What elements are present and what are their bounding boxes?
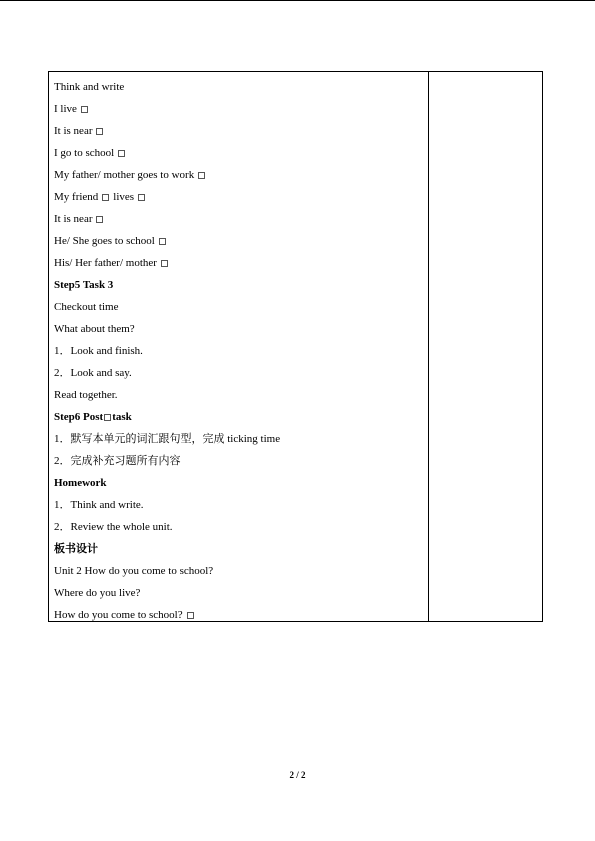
line-dictation-ticking-time: 1．默写本单元的词汇跟句型，完成 ticking time	[54, 433, 281, 445]
blank-box-icon	[118, 150, 125, 157]
line-read-together: Read together.	[54, 389, 118, 401]
line-father-mother-goes-to-work: My father/ mother goes to work	[54, 164, 428, 186]
line-what-about-them: What about them?	[54, 323, 135, 335]
top-rule	[0, 0, 595, 1]
heading-step5-task3: Step5 Task 3	[54, 279, 114, 291]
line-it-is-near: It is near	[54, 120, 428, 142]
page-number: 2 / 2	[289, 770, 306, 780]
line-look-and-finish: 1．Look and finish.	[54, 345, 143, 357]
line-review-whole-unit: 2．Review the whole unit.	[54, 521, 173, 533]
line-it-is-near-2: It is near	[54, 208, 428, 230]
blank-box-icon	[96, 128, 103, 135]
blank-box-icon	[161, 260, 168, 267]
line-supplementary-exercises: 2．完成补充习题所有内容	[54, 455, 181, 467]
heading-blackboard-design: 板书设计	[54, 543, 98, 555]
notes-cell	[429, 72, 542, 621]
line-i-live: I live	[54, 98, 428, 120]
line-his-her-father-mother: His/ Her father/ mother	[54, 252, 428, 274]
line-where-do-you-live: Where do you live?	[54, 587, 141, 599]
line-he-she-goes-to-school: He/ She goes to school	[54, 230, 428, 252]
blank-box-icon	[81, 106, 88, 113]
line-think-and-write: Think and write	[54, 81, 125, 93]
lesson-plan-table	[48, 71, 543, 622]
line-homework-think-and-write: 1．Think and write.	[54, 499, 144, 511]
line-checkout-time: Checkout time	[54, 301, 119, 313]
heading-homework: Homework	[54, 477, 107, 489]
blank-box-icon	[96, 216, 103, 223]
line-look-and-say: 2．Look and say.	[54, 367, 132, 379]
line-how-do-you-come-to-school: How do you come to school?	[54, 604, 428, 626]
line-my-friend-lives: My friend lives	[54, 186, 428, 208]
blank-box-icon	[104, 414, 111, 421]
blank-box-icon	[138, 194, 145, 201]
blank-box-icon	[198, 172, 205, 179]
line-unit-title: Unit 2 How do you come to school?	[54, 565, 214, 577]
line-i-go-to-school: I go to school	[54, 142, 428, 164]
blank-box-icon	[187, 612, 194, 619]
blank-box-icon	[159, 238, 166, 245]
heading-step6-post-task: Step6 Post task	[54, 411, 132, 423]
blank-box-icon	[102, 194, 109, 201]
lesson-content-cell	[49, 72, 429, 621]
